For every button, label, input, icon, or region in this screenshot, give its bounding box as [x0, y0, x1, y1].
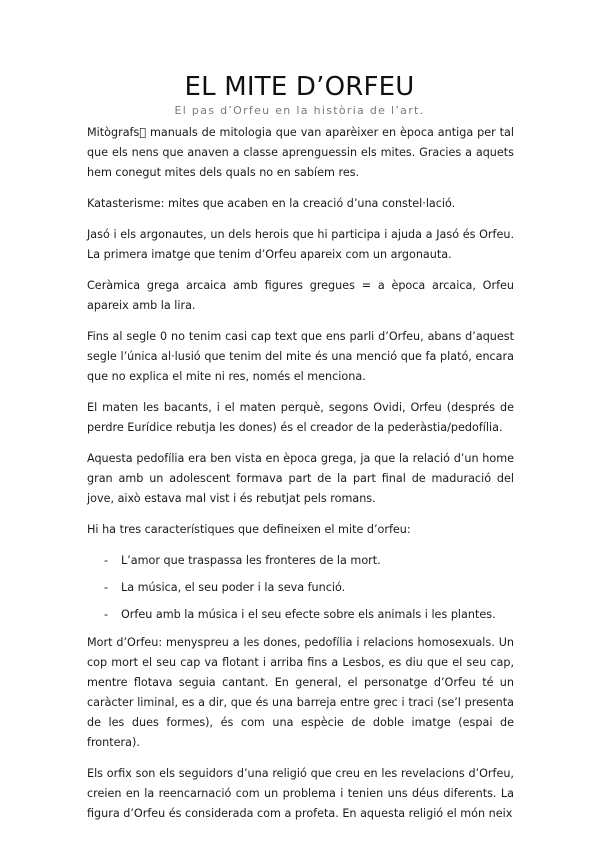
list-item [87, 578, 514, 598]
bullet-dash: - [104, 581, 109, 594]
page-subtitle: El pas d’Orfeu en la història de l’art. [174, 104, 425, 117]
characteristics-list [87, 551, 514, 625]
list-item-text: La música, el seu poder i la seva funció. [121, 581, 346, 594]
paragraph: Els orfix son els seguidors d’una religió que creu en les revelacions d’Orfeu, creien en la reencarnació com un problema i tenien uns déus diferents. La figura d’Orfeu és considerada com a profeta. En aquesta religió el món neix [87, 767, 514, 820]
paragraph: Ceràmica grega arcaica amb figures gregues = a època arcaica, Orfeu apareix amb la lira. [87, 279, 514, 312]
paragraph: Aquesta pedofília era ben vista en època grega, ja que la relació d’un home gran amb un adolescent formava part de la part final de maduració del jove, això estava mal vist i és rebutjat pels romans. [87, 452, 514, 505]
document-body [87, 123, 514, 824]
paragraph: Jasó i els argonautes, un dels herois que hi participa i ajuda a Jasó és Orfeu. La primera imatge que tenim d’Orfeu apareix com un argonauta. [87, 228, 514, 261]
paragraph: Mort d’Orfeu: menyspreu a les dones, pedofília i relacions homosexuals. Un cop mort el seu cap va flotant i arriba fins a Lesbos, es diu que el seu cap, mentre flotava seguia cantant. En general, el personatge d’Orfeu té un caràcter liminal, es a dir, que és una barreja entre grec i traci (se’l presenta de les dues formes), és com una espècie de doble imatge (espai de frontera). [87, 636, 514, 749]
paragraph: Hi ha tres característiques que defineixen el mite d’orfeu: [87, 523, 411, 536]
paragraph: Katasterisme: mites que acaben en la creació d’una constel·lació. [87, 197, 456, 210]
page-title: EL MITE D’ORFEU [184, 72, 415, 102]
paragraph: Mitògrafs manuals de mitologia que van aparèixer en època antiga per tal que els nens que anaven a classe aprenguessin els mites. Gracies a aquets hem conegut mites dels quals no en sabíem res. [87, 126, 514, 179]
paragraph: El maten les bacants, i el maten perquè, segons Ovidi, Orfeu (després de perdre Eurídice rebutja les dones) és el creador de la pederàstia/pedofília. [87, 401, 514, 434]
list-item-text: L’amor que traspassa les fronteres de la mort. [121, 554, 381, 567]
list-item [87, 551, 514, 571]
bullet-dash: - [104, 554, 109, 567]
list-item-text: Orfeu amb la música i el seu efecte sobre els animals i les plantes. [121, 608, 496, 621]
list-item [87, 605, 514, 625]
bullet-dash: - [104, 608, 109, 621]
paragraph: Fins al segle 0 no tenim casi cap text que ens parli d’Orfeu, abans d’aquest segle l’única al·lusió que tenim del mite és una menció que fa plató, encara que no explica el mite ni res, només el menciona. [87, 330, 514, 383]
